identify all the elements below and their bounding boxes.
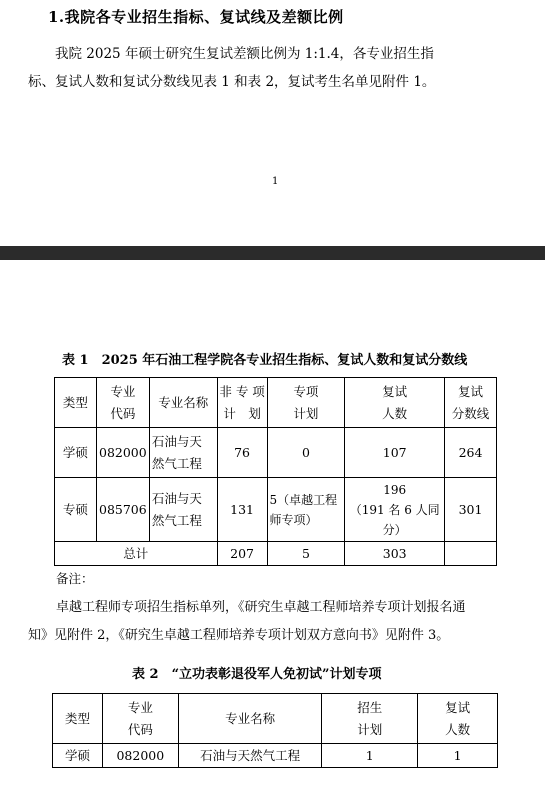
table1 — [54, 377, 497, 566]
cell-type: 学硕 — [53, 744, 103, 768]
table1-total-row — [55, 542, 497, 566]
th-nonspecial: 非 专 项 计 划 — [217, 378, 267, 428]
th-retest: 复试 人数 — [345, 378, 445, 428]
page-number: 1 — [272, 176, 279, 187]
notes-line-1: 卓越工程师专项招生指标单列，《研究生卓越工程师培养专项计划报名通 — [56, 600, 466, 615]
table1-header-row — [55, 378, 497, 428]
th-type: 类型 — [53, 694, 103, 744]
cell-code: 085706 — [96, 478, 149, 542]
table2-caption: 表 2 “立功表彰退役军人免初试”计划专项 — [132, 667, 382, 682]
cell-plan: 1 — [322, 744, 418, 768]
intro-paragraph — [28, 40, 526, 96]
intro-line-1: 我院 2025 年硕士研究生复试差额比例为 1:1.4，各专业招生指 — [55, 46, 434, 62]
notes-body — [28, 594, 528, 650]
cell-special: 0 — [267, 428, 345, 478]
cell-total-nonspecial: 207 — [217, 542, 267, 566]
notes-line-2: 知》见附件 2，《研究生卓越工程师培养专项计划双方意向书》见附件 3。 — [28, 628, 450, 643]
cell-special: 5（卓越工程 师专项） — [267, 478, 345, 542]
cell-code: 082000 — [96, 428, 149, 478]
table-row — [53, 744, 498, 768]
document-page-2 — [0, 260, 545, 788]
table2 — [52, 693, 498, 768]
section-heading: 1.我院各专业招生指标、复试线及差额比例 — [48, 8, 344, 26]
cell-score: 301 — [445, 478, 497, 542]
cell-total-label: 总计 — [55, 542, 218, 566]
cell-score: 264 — [445, 428, 497, 478]
cell-type: 学硕 — [55, 428, 97, 478]
th-name: 专业名称 — [149, 378, 217, 428]
th-plan: 招生 计划 — [322, 694, 418, 744]
table-row — [55, 478, 497, 542]
cell-retest: 1 — [418, 744, 498, 768]
cell-name: 石油与天 然气工程 — [149, 428, 217, 478]
cell-nonspecial: 76 — [217, 428, 267, 478]
cell-total-score — [445, 542, 497, 566]
table1-caption: 表 1 2025 年石油工程学院各专业招生指标、复试人数和复试分数线 — [62, 353, 468, 368]
th-code: 专业 代码 — [96, 378, 149, 428]
cell-name: 石油与天 然气工程 — [149, 478, 217, 542]
th-code: 专业 代码 — [102, 694, 178, 744]
intro-line-2: 标、复试人数和复试分数线见表 1 和表 2，复试考生名单见附件 1。 — [28, 74, 436, 90]
cell-code: 082000 — [102, 744, 178, 768]
cell-total-special: 5 — [267, 542, 345, 566]
cell-name: 石油与天然气工程 — [178, 744, 322, 768]
cell-total-retest: 303 — [345, 542, 445, 566]
table-row — [55, 428, 497, 478]
cell-nonspecial: 131 — [217, 478, 267, 542]
page-divider — [0, 246, 545, 260]
th-score: 复试 分数线 — [445, 378, 497, 428]
cell-retest: 196 （191 名 6 人同分） — [345, 478, 445, 542]
th-name: 专业名称 — [178, 694, 322, 744]
th-type: 类型 — [55, 378, 97, 428]
cell-type: 专硕 — [55, 478, 97, 542]
table2-header-row — [53, 694, 498, 744]
cell-retest: 107 — [345, 428, 445, 478]
document-page-1 — [0, 0, 545, 246]
th-retest: 复试 人数 — [418, 694, 498, 744]
th-special: 专项 计划 — [267, 378, 345, 428]
notes-label: 备注： — [56, 571, 94, 586]
